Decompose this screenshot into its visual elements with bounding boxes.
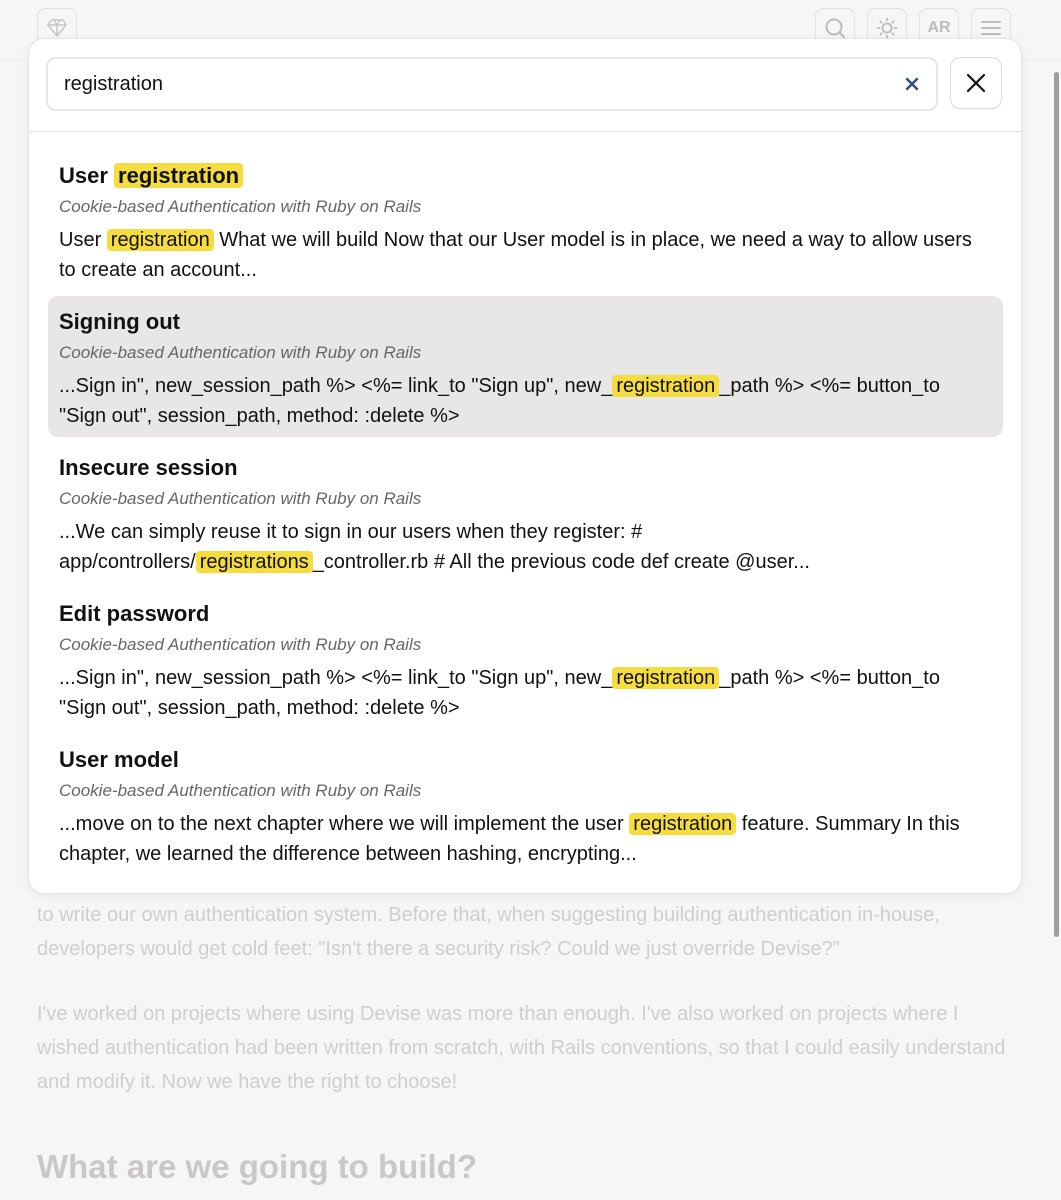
hamburger-menu-icon	[980, 19, 1002, 37]
result-snippet	[59, 225, 989, 285]
result-snippet	[59, 663, 989, 723]
snippet-text: What we will build Now that our User model is in place, we need a way to allow users to create an account...	[59, 229, 972, 281]
snippet-text: ...We can simply reuse it to sign in our users when they register: # app/controllers/	[59, 521, 643, 573]
highlight: registration	[612, 667, 719, 689]
snippet-text: ...move on to the next chapter where we will implement the user	[59, 813, 630, 835]
close-icon	[966, 73, 986, 93]
result-title: Edit password	[59, 601, 210, 626]
result-book: Cookie-based Authentication with Ruby on Rails	[59, 197, 422, 216]
result-title: User model	[59, 747, 179, 772]
search-icon	[824, 17, 846, 39]
search-input[interactable]	[64, 59, 884, 109]
snippet-text: feature. Summary In this chapter, we learned the difference between hashing, encrypting...	[59, 813, 960, 865]
result-snippet	[59, 809, 989, 869]
background-paragraph: to write our own authentication system. Before that, when suggesting building authentication in-house, developers would get cold feet: "Isn't there a security risk? Could we just override Devise?"	[37, 904, 940, 960]
highlight: registration	[107, 229, 214, 251]
search-modal	[28, 38, 1022, 894]
background-paragraph: I've worked on projects where using Devise was more than enough. I've also worked on projects where I wished authentication had been written from scratch, with Rails conventions, so that I could easily understand and modify it. Now we have the right to choose!	[37, 1003, 1006, 1093]
snippet-text: _path %> <%= button_to "Sign out", session_path, method: :delete %>	[59, 667, 940, 719]
clear-x-icon	[905, 77, 919, 91]
language-label: AR	[927, 19, 951, 36]
clear-search-button[interactable]	[900, 72, 924, 96]
search-result[interactable]	[48, 734, 1003, 875]
snippet-text: _path %> <%= button_to "Sign out", session_path, method: :delete %>	[59, 375, 940, 427]
background-heading: What are we going to build?	[37, 1148, 477, 1185]
highlight: registrations	[196, 551, 313, 573]
result-book: Cookie-based Authentication with Ruby on Rails	[59, 489, 422, 508]
highlight: registration	[612, 375, 719, 397]
result-snippet	[59, 371, 989, 431]
result-snippet	[59, 517, 989, 577]
snippet-text: ...Sign in", new_session_path %> <%= link_to "Sign up", new_	[59, 667, 613, 689]
result-book: Cookie-based Authentication with Ruby on Rails	[59, 781, 422, 800]
search-result[interactable]	[48, 588, 1003, 729]
search-result-selected[interactable]	[48, 296, 1003, 437]
result-title	[59, 162, 243, 190]
close-search-button[interactable]	[950, 57, 1002, 109]
search-result[interactable]	[48, 442, 1003, 583]
page-scrollbar-thumb[interactable]	[1054, 72, 1059, 937]
snippet-text: User	[59, 229, 107, 251]
highlight: registration	[114, 163, 243, 188]
result-title: Signing out	[59, 309, 180, 334]
result-book: Cookie-based Authentication with Ruby on Rails	[59, 635, 422, 654]
result-title: Insecure session	[59, 455, 238, 480]
search-header	[29, 39, 1021, 132]
result-title-text: User	[59, 163, 115, 188]
search-result[interactable]	[48, 150, 1003, 291]
search-box	[46, 57, 938, 111]
highlight: registration	[629, 813, 736, 835]
result-book: Cookie-based Authentication with Ruby on Rails	[59, 343, 422, 362]
snippet-text: _controller.rb # All the previous code def create @user...	[312, 551, 810, 573]
snippet-text: ...Sign in", new_session_path %> <%= link_to "Sign up", new_	[59, 375, 613, 397]
sun-icon	[876, 17, 898, 39]
